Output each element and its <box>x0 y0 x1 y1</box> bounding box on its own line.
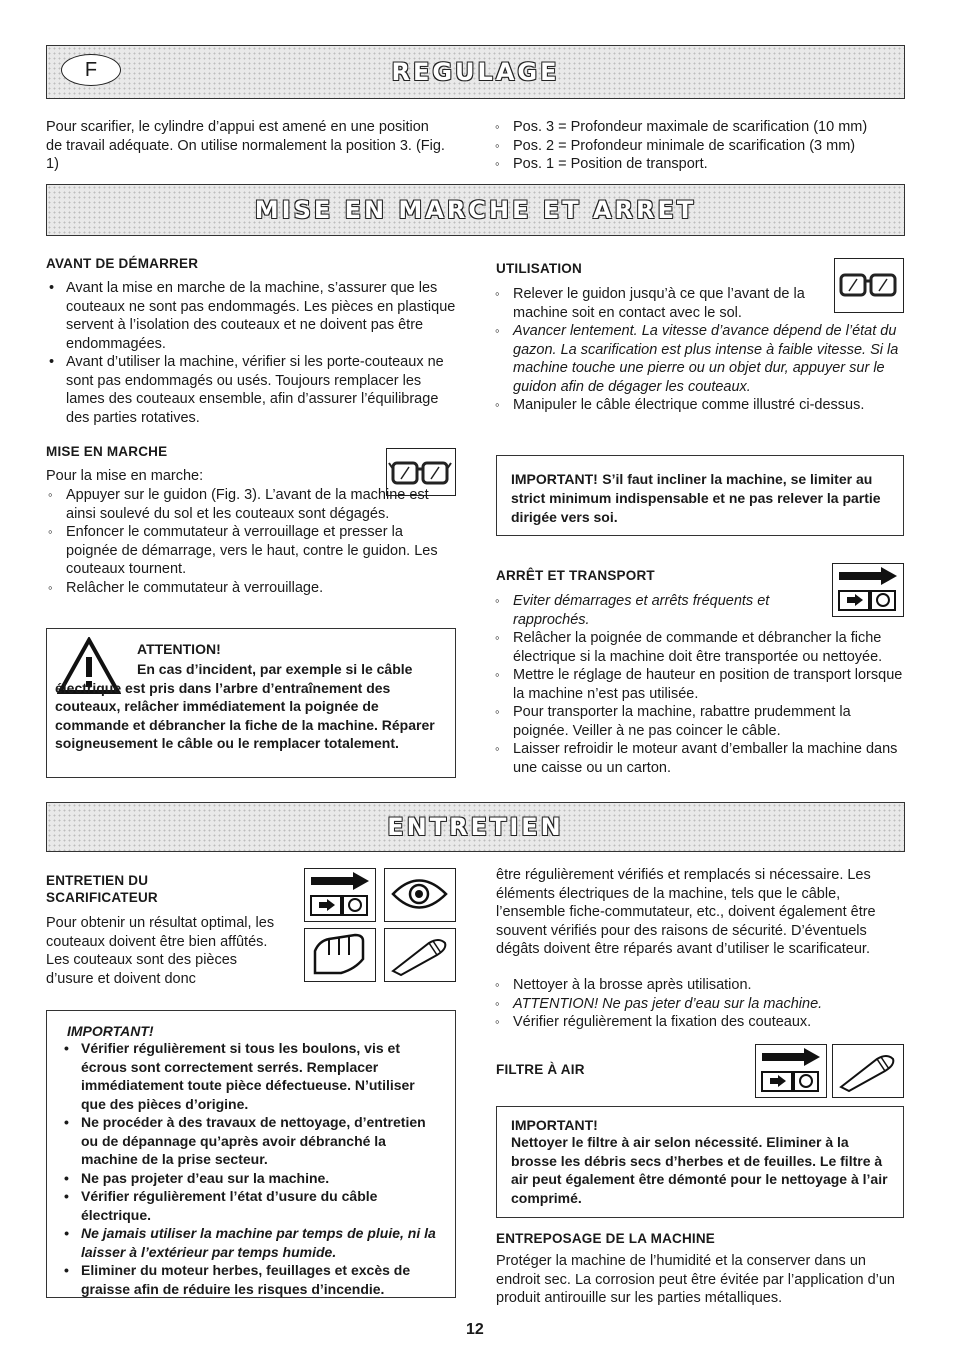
list-item: ◦ Pos. 3 = Profondeur maximale de scarification (10 mm) <box>493 118 913 137</box>
list-item: ◦ Relâcher la poignée de commande et débrancher la fiche électrique si la machine doit être transportée ou nettoyée. <box>493 629 908 666</box>
attention-box <box>46 628 456 778</box>
attention-heading: ATTENTION! <box>137 641 221 657</box>
section-title: ENTRETIEN <box>387 813 564 841</box>
brush-icon <box>832 1044 904 1098</box>
important-filter-box <box>496 1106 904 1218</box>
positions-list <box>493 118 913 174</box>
heading-entretien: ENTRETIEN DU SCARIFICATEUR <box>46 873 158 905</box>
section-header-regulage <box>46 45 905 99</box>
section-title: REGULAGE <box>391 58 560 86</box>
country-badge: F <box>61 54 121 86</box>
eye-icon <box>384 868 456 922</box>
section-header-entretien <box>46 802 905 852</box>
attention-text: En cas d’incident, par exemple si le câble électrique est pris dans l’arbre d’entraînement des couteaux, relâcher immédiatement la poignée de commande et débrancher la fiche de la machine. Réparer soigneusement le câble ou le remplacer totalement. <box>55 661 435 751</box>
important-list <box>61 1039 441 1298</box>
list-item: • Eliminer du moteur herbes, feuillages et excès de graisse afin de réduire les risques d’incendie. <box>61 1261 441 1298</box>
important-heading: IMPORTANT! <box>67 1023 154 1039</box>
list-item: • Ne jamais utiliser la machine par temps de pluie, ni la laisser à l’extérieur par temps humide. <box>61 1224 441 1261</box>
heading-avant: AVANT DE DÉMARRER <box>46 256 199 271</box>
list-item: ◦ Pos. 1 = Position de transport. <box>493 155 913 174</box>
mise-list <box>46 486 458 597</box>
unplug-icon <box>755 1044 827 1098</box>
unplug-icon <box>304 868 376 922</box>
list-item: • Ne pas projeter d’eau sur la machine. <box>61 1169 441 1188</box>
mise-intro: Pour la mise en marche: <box>46 468 204 484</box>
list-item: ◦ Nettoyer à la brosse après utilisation. <box>493 976 908 995</box>
brush-icon <box>384 928 456 982</box>
list-item: • Ne procéder à des travaux de nettoyage, d’entretien ou de dépannage qu’après avoir débranché la machine de la prise secteur. <box>61 1113 441 1169</box>
list-item: ◦ Appuyer sur le guidon (Fig. 3). L’avant de la machine est ainsi soulevé du sol et les couteaux sont dégagés. <box>46 486 458 523</box>
heading-utilisation: UTILISATION <box>496 261 582 276</box>
heading-mise-en-marche: MISE EN MARCHE <box>46 444 168 459</box>
important-heading: IMPORTANT! <box>511 1117 598 1133</box>
section-title: MISE EN MARCHE ET ARRET <box>254 196 697 224</box>
list-item: ◦ Mettre le réglage de hauteur en position de transport lorsque la machine n’est pas utilisée. <box>493 666 908 703</box>
list-item: • Vérifier régulièrement l’état d’usure du câble électrique. <box>61 1187 441 1224</box>
section-header-mise-en-marche <box>46 184 905 236</box>
list-item: ◦ Vérifier régulièrement la fixation des couteaux. <box>493 1013 908 1032</box>
important-text: S’il faut incliner la machine, se limiter au strict minimum indispensable et ne pas relever la partie dirigée vers soi. <box>511 471 881 525</box>
list-item: ◦ Eviter démarrages et arrêts fréquents et rapprochés. <box>493 592 908 629</box>
list-item: ◦ Relâcher le commutateur à verrouillage. <box>46 579 458 598</box>
important-heading: IMPORTANT! <box>511 471 598 487</box>
entretien-right-text: être régulièrement vérifiés et remplacés si nécessaire. Les éléments électriques de la machine, tels que le câble, l’ensemble fiche-commutateur, etc., doivent également être souvent vérifiés pour des raisons de sécurité. D’éventuels dégâts doivent être réparés avant d’utiliser le scarificateur. <box>496 867 876 957</box>
entreposage-text: Protéger la machine de l’humidité et la conserver dans un endroit sec. La corrosion peut être évitée par l’application d’un produit antirouille sur les parties métalliques. <box>496 1253 895 1306</box>
important-box <box>496 455 904 536</box>
heading-arret: ARRÊT ET TRANSPORT <box>496 568 655 583</box>
list-item: ◦ Relever le guidon jusqu’à ce que l’avant de la machine soit en contact avec le sol. <box>493 285 908 322</box>
entretien-right-list <box>493 976 908 1032</box>
regulage-text: Pour scarifier, le cylindre d’appui est amené en une position de travail adéquate. On utilise normalement la position 3. (Fig. 1) <box>46 119 445 172</box>
list-item: ◦ Pour transporter la machine, rabattre prudemment la poignée. Veiller à ne pas coincer le câble. <box>493 703 908 740</box>
list-item: ◦ Pos. 2 = Profondeur minimale de scarification (3 mm) <box>493 137 913 156</box>
list-item: • Avant d’utiliser la machine, vérifier si les porte-couteaux ne sont pas endommagés ou usés. Toujours remplacer les lames des couteaux ensemble, afin d’assurer l’équilibrage des parties rotatives. <box>46 353 458 427</box>
page-number: 12 <box>466 1321 484 1338</box>
utilisation-list <box>493 285 908 415</box>
arret-list <box>493 592 908 777</box>
important-maintenance-box <box>46 1010 456 1298</box>
list-item: • Vérifier régulièrement si tous les boulons, vis et écrous sont correctement serrés. Remplacer immédiatement toute pièce défectueuse. N’utiliser que des pièces d’origine. <box>61 1039 441 1113</box>
list-item: ◦ Manipuler le câble électrique comme illustré ci-dessus. <box>493 396 908 415</box>
list-item: ◦ Laisser refroidir le moteur avant d’emballer la machine dans une caisse ou un carton. <box>493 740 908 777</box>
list-item: ◦ ATTENTION! Ne pas jeter d’eau sur la machine. <box>493 995 908 1014</box>
list-item: • Avant la mise en marche de la machine, s’assurer que les couteaux ne sont pas endommagés. Les pièces en plastique servent à l’isolation des couteaux et ne doivent pas être endommagées. <box>46 279 458 353</box>
avant-list <box>46 279 458 427</box>
list-item: ◦ Enfoncer le commutateur à verrouillage et presser la poignée de démarrage, vers le haut, contre le guidon. Les couteaux tournent. <box>46 523 458 579</box>
list-item: ◦ Avancer lentement. La vitesse d’avance dépend de l’état du gazon. La scarification est plus intense à faible vitesse. Si la machine touche une pierre ou un objet dur, appuyer sur le guidon afin de dégager les couteaux. <box>493 322 908 396</box>
heading-filtre: FILTRE À AIR <box>496 1062 585 1077</box>
entretien-text: Pour obtenir un résultat optimal, les couteaux doivent être bien affûtés. Les couteaux sont des pièces d’usure et doivent donc <box>46 915 275 987</box>
heading-entreposage: ENTREPOSAGE DE LA MACHINE <box>496 1231 716 1246</box>
glove-icon <box>304 928 376 982</box>
important-text: Nettoyer le filtre à air selon nécessité. Eliminer à la brosse les débris secs d’herbes et de feuilles. Le filtre à air peut également être démonté pour le nettoyage à l’air comprimé. <box>511 1134 888 1206</box>
